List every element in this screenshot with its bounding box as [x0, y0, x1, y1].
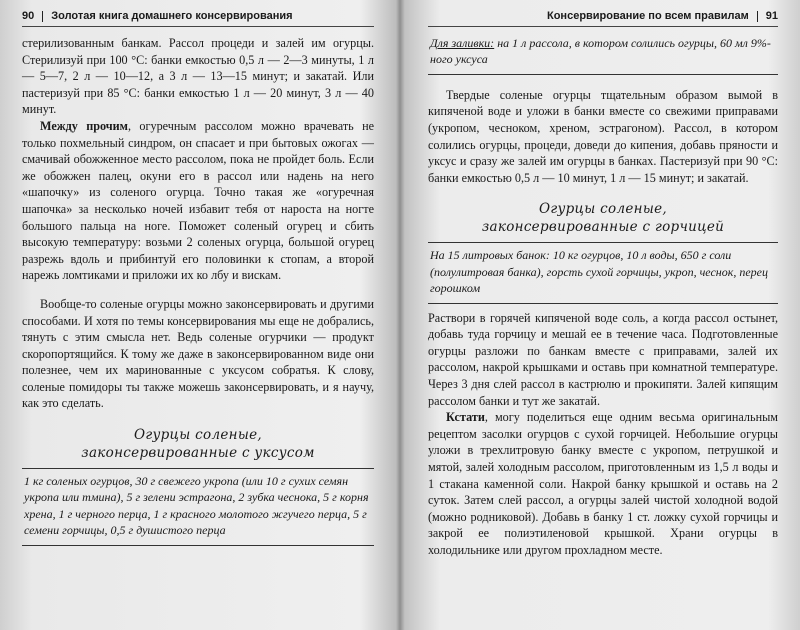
recipe-title-mustard	[428, 200, 778, 236]
spacer	[428, 75, 778, 87]
right-page	[408, 0, 800, 630]
left-page-header	[22, 10, 374, 27]
recipe-title-line2: законсервированные с уксусом	[81, 445, 315, 462]
recipe-title-line1: Огурцы соленые,	[133, 427, 262, 444]
running-title-left: Золотая книга домашнего консервирования	[51, 10, 293, 22]
spacer	[22, 284, 374, 296]
paragraph-mustard-method: Раствори в горячей кипяченой воде соль, а когда рассол остынет, добавь туда горчицу и мешай ее в течение часа. Подготовленные огурцы разложи по банкам вместе с приправами, залей их рассолом, накрой крышками и оставь при комнатной температуре. Через 3 дня слей рассол в кастрюлю и прокипяти. Залей кипящим рассолом банки и тут же закатай.	[428, 310, 778, 408]
right-page-header	[428, 10, 778, 27]
page-number-right: 91	[765, 10, 778, 22]
pour-text: на 1 л рассола, в котором солились огурцы, 60 мл 9%-ного уксуса	[430, 36, 771, 67]
paragraph-methods: Вообще-то соленые огурцы можно законсервировать и другими способами. И хотя по темы консервирования мы еще не добрались, тянуть с этим смысла нет. Ведь соленые огурчики — продукт скоропортящийся. К тому же даже в законсервированном виде они полезнее, чем их маринованные с уксусом собратья. К слову, соленые помидоры ты также можешь законсервировать, и я научу, как это сделать.	[22, 296, 374, 411]
header-separator	[42, 11, 43, 22]
recipe-title-line2: законсервированные с горчицей	[481, 219, 725, 236]
recipe-title-vinegar	[22, 426, 374, 462]
paragraph-by-the-way	[428, 409, 778, 558]
paragraph-between	[22, 118, 374, 284]
recipe-title-line1: Огурцы соленые,	[538, 201, 667, 218]
paragraph-text: , могу поделиться еще одним весьма оригинальным рецептом засолки огурцов с сухой горчицей. Небольшие огурцы уложи в трехлитровую банку вместе с укропом, петрушкой и мятой, залей холодным рассолом, приготовленным из 1,5 л воды и 1 стакана каменной соли. Накрой банку крышкой и оставь на 2 суток. Затем слей рассол, а огурцы залей чистой холодной водой (можно родниковой). Добавь в банку 1 ст. ложку сухой горчицы и закрой ее полиэтиленовой крышкой. Храни огурцы в холодильнике или другом прохладном месте.	[428, 410, 778, 557]
intro-paragraph: стерилизованным банкам. Рассол процеди и залей им огурцы. Стерилизуй при 100 °С: банки емкостью 0,5 л — 2—3 минуты, 1 л — 5—7, 2 л — 10—12, а 3 л — 13—15 минут; и закатай. Или пастеризуй при 85 °С: банки емкостью 1 л — 20 минут, 3 л — 40 минут.	[22, 36, 374, 117]
pour-instructions	[428, 35, 778, 75]
paragraph-lead: Кстати	[446, 410, 485, 425]
paragraph-lead: Между прочим	[40, 118, 128, 133]
right-body	[428, 35, 778, 559]
ingredients-vinegar: 1 кг соленых огурцов, 30 г свежего укропа (или 10 г сухих семян укропа или тмина), 5 г зелени эстрагона, 2 зубка чеснока, 5 г корня хрена, 1 г черного перца, 1 г красного молотого жгучего перца, 5 г семени горчицы, 0,5 г душистого перца	[22, 468, 374, 546]
ingredients-mustard: На 15 литровых банок: 10 кг огурцов, 10 л воды, 650 г соли (полулитровая банка), горсть сухой горчицы, укроп, чеснок, перец горошком	[428, 242, 778, 303]
left-body	[22, 35, 374, 546]
paragraph-preparation: Твердые соленые огурцы тщательным образом вымой в кипяченой воде и уложи в банки вместе со свежими приправами (укропом, чесноком, хреном, эстрагоном). Рассол, в котором солились огурцы, процеди, доведи до кипения, добавь пряности и уксус и сразу же залей им огурцы в банках. Пастеризуй при 90 °С: банки емкостью 0,5 л — 10 минут, 1 л — 15 минут; и закатай.	[428, 87, 778, 185]
running-title-right: Консервирование по всем правилам	[547, 10, 749, 22]
header-separator	[757, 11, 758, 22]
pour-label: Для заливки:	[430, 36, 495, 50]
paragraph-text: , огуречным рассолом можно врачевать не только похмельный синдром, он спасает и при бытовых ожогах — смачивай обожженное место рассолом, пока не пройдет боль. Если же обожжен палец, окуни его в рассол или надень на него «шапочку» из соленого огурца. Точно такая же «огуречная шапочка» за несколько ночей избавит тебя от нароста на ногте большого пальца на ноге. Поможет соленый огурец и сбить высокую температуру: возьми 2 соленых огурца, большой огурец разрежь вдоль и прибинтуй его половинки к стопам, а второй нарежь ломтиками и приложи их ко лбу и вискам.	[22, 118, 375, 283]
left-page	[0, 0, 392, 630]
page-number-left: 90	[22, 10, 35, 22]
